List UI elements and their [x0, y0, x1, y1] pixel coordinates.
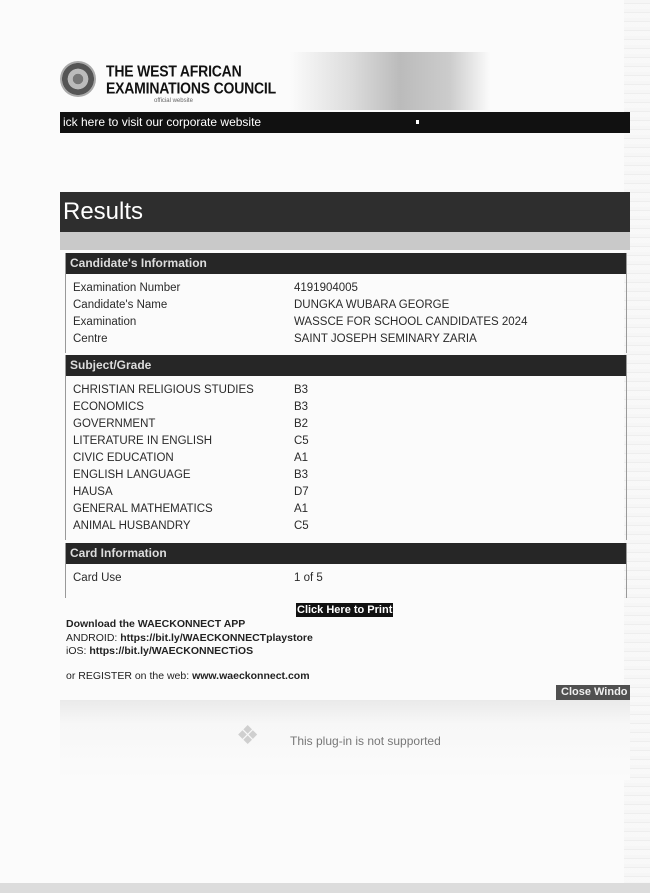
- table-row: [66, 467, 626, 484]
- table-row: [66, 518, 626, 535]
- ios-label: iOS:: [66, 645, 90, 657]
- logo-text-line2: EXAMINATIONS COUNCIL: [106, 79, 276, 97]
- row-value: 1 of 5: [294, 572, 323, 584]
- results-title: Results: [63, 198, 144, 225]
- subject-name: GOVERNMENT: [73, 418, 156, 430]
- waec-seal-icon: [60, 61, 96, 97]
- subject-grade: C5: [294, 520, 309, 532]
- table-row: [66, 450, 626, 467]
- subject-grade: B3: [294, 469, 309, 481]
- table-row: [66, 433, 626, 450]
- register-link[interactable]: www.waeckonnect.com: [192, 670, 310, 682]
- print-button[interactable]: Click Here to Print: [297, 604, 393, 616]
- corporate-website-link[interactable]: ick here to visit our corporate website: [63, 115, 262, 129]
- subject-name: ENGLISH LANGUAGE: [73, 469, 191, 481]
- card-heading: Card Information: [66, 543, 626, 564]
- header-banner-image: [290, 52, 490, 110]
- subject-name: CHRISTIAN RELIGIOUS STUDIES: [73, 384, 254, 396]
- subject-grade: B2: [294, 418, 309, 430]
- bar-marker: [416, 120, 419, 124]
- results-header: [60, 192, 630, 232]
- register-label: or REGISTER on the web:: [66, 670, 193, 682]
- subject-name: HAUSA: [73, 486, 113, 498]
- page-bottom-edge: [0, 883, 650, 893]
- table-row: [66, 416, 626, 433]
- table-row: [66, 314, 626, 331]
- row-label: Candidate's Name: [73, 299, 168, 311]
- logo-subtitle: official website: [154, 98, 193, 104]
- subject-name: ANIMAL HUSBANDRY: [73, 520, 191, 532]
- close-window-button[interactable]: Close Windo: [556, 685, 630, 700]
- table-row: [66, 484, 626, 501]
- subject-grade: D7: [294, 486, 309, 498]
- row-value: SAINT JOSEPH SEMINARY ZARIA: [294, 333, 477, 345]
- table-row: [66, 399, 626, 416]
- download-title-text: Download the WAECKONNECT APP: [66, 618, 246, 630]
- table-row: [66, 331, 626, 348]
- download-title: [66, 618, 245, 630]
- subject-grade: A1: [294, 503, 309, 515]
- subject-grade: A1: [294, 452, 309, 464]
- row-value: DUNGKA WUBARA GEORGE: [294, 299, 450, 311]
- android-label: ANDROID:: [66, 632, 121, 644]
- register-line: [66, 670, 310, 682]
- candidate-heading: Candidate's Information: [66, 253, 626, 274]
- subject-name: LITERATURE IN ENGLISH: [73, 435, 213, 447]
- table-row: [66, 297, 626, 314]
- row-value: WASSCE FOR SCHOOL CANDIDATES 2024: [294, 316, 528, 328]
- plugin-placeholder: [60, 700, 630, 780]
- plugin-message: This plug-in is not supported: [290, 734, 441, 748]
- corporate-bar: [60, 112, 630, 133]
- table-row: [66, 501, 626, 518]
- android-link[interactable]: https://bit.ly/WAECKONNECTplaystore: [120, 632, 313, 644]
- ios-line: [66, 645, 253, 657]
- subject-grade: B3: [294, 401, 309, 413]
- subject-grade: C5: [294, 435, 309, 447]
- candidate-panel: [65, 253, 627, 353]
- site-header: [60, 52, 460, 112]
- row-label: Examination: [73, 316, 137, 328]
- subject-name: GENERAL MATHEMATICS: [73, 503, 213, 515]
- puzzle-icon: ❖: [236, 720, 260, 750]
- android-line: [66, 632, 313, 644]
- row-label: Card Use: [73, 572, 122, 584]
- subject-grade: B3: [294, 384, 309, 396]
- row-value: 4191904005: [294, 282, 358, 294]
- results-subheader: [60, 232, 630, 250]
- subject-name: ECONOMICS: [73, 401, 144, 413]
- subject-heading: Subject/Grade: [66, 355, 626, 376]
- subject-name: CIVIC EDUCATION: [73, 452, 174, 464]
- row-label: Examination Number: [73, 282, 181, 294]
- card-panel: [65, 543, 627, 598]
- logo-text-line1: THE WEST AFRICAN: [106, 62, 242, 80]
- table-row: [66, 280, 626, 297]
- table-row: [66, 570, 626, 587]
- table-row: [66, 382, 626, 399]
- row-label: Centre: [73, 333, 108, 345]
- subject-panel: [65, 355, 627, 540]
- ios-link[interactable]: https://bit.ly/WAECKONNECTiOS: [89, 645, 254, 657]
